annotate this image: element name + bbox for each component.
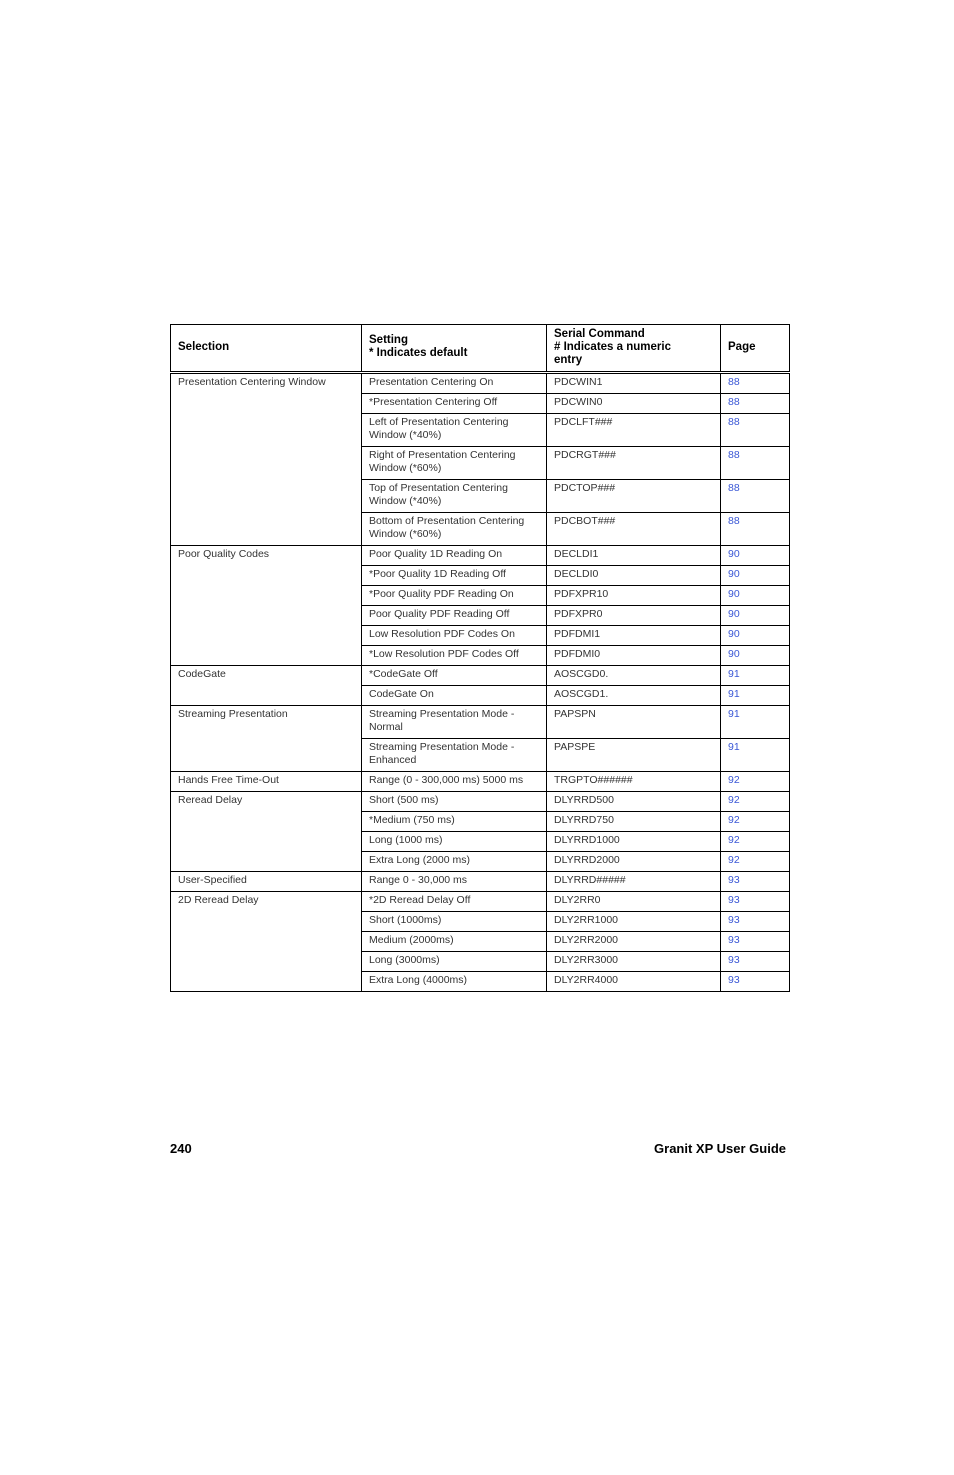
page-cell bbox=[721, 546, 790, 566]
page-cell bbox=[721, 812, 790, 832]
page-link[interactable]: 93 bbox=[728, 914, 740, 926]
serial-command-cell: DLYRRD2000 bbox=[547, 852, 721, 872]
serial-command-cell: PDCBOT### bbox=[547, 513, 721, 546]
serial-command-cell: PAPSPE bbox=[547, 739, 721, 772]
serial-command-cell: PDCLFT### bbox=[547, 414, 721, 447]
serial-command-cell: DLYRRD750 bbox=[547, 812, 721, 832]
page-cell bbox=[721, 447, 790, 480]
setting-cell: *Low Resolution PDF Codes Off bbox=[362, 646, 547, 666]
page-link[interactable]: 91 bbox=[728, 688, 740, 700]
setting-cell: CodeGate On bbox=[362, 686, 547, 706]
page-cell bbox=[721, 972, 790, 992]
page-link[interactable]: 92 bbox=[728, 794, 740, 806]
serial-command-cell: PDFDMI0 bbox=[547, 646, 721, 666]
serial-command-cell: DLY2RR3000 bbox=[547, 952, 721, 972]
page-link[interactable]: 88 bbox=[728, 376, 740, 388]
page-cell bbox=[721, 772, 790, 792]
serial-command-cell: PDCWIN0 bbox=[547, 394, 721, 414]
serial-command-cell: DLYRRD1000 bbox=[547, 832, 721, 852]
setting-cell: Long (1000 ms) bbox=[362, 832, 547, 852]
setting-cell: *Poor Quality 1D Reading Off bbox=[362, 566, 547, 586]
setting-cell: *Presentation Centering Off bbox=[362, 394, 547, 414]
page-cell bbox=[721, 912, 790, 932]
page-cell bbox=[721, 626, 790, 646]
page-cell bbox=[721, 686, 790, 706]
page-link[interactable]: 92 bbox=[728, 834, 740, 846]
selection-cell: Streaming Presentation bbox=[171, 706, 362, 772]
page-cell bbox=[721, 872, 790, 892]
page-link[interactable]: 90 bbox=[728, 628, 740, 640]
table-header bbox=[171, 325, 790, 373]
page-link[interactable]: 93 bbox=[728, 874, 740, 886]
header-selection: Selection bbox=[171, 325, 362, 373]
serial-command-cell: PDCRGT### bbox=[547, 447, 721, 480]
page-cell bbox=[721, 706, 790, 739]
page-cell bbox=[721, 952, 790, 972]
page-cell bbox=[721, 414, 790, 447]
page-cell bbox=[721, 513, 790, 546]
serial-command-cell: PDCTOP### bbox=[547, 480, 721, 513]
setting-cell: Short (500 ms) bbox=[362, 792, 547, 812]
selection-cell: Poor Quality Codes bbox=[171, 546, 362, 666]
page-cell bbox=[721, 832, 790, 852]
setting-cell: Short (1000ms) bbox=[362, 912, 547, 932]
table-row bbox=[171, 666, 790, 686]
page-link[interactable]: 88 bbox=[728, 396, 740, 408]
selection-cell: Reread Delay bbox=[171, 792, 362, 872]
setting-cell: Presentation Centering On bbox=[362, 373, 547, 394]
header-page: Page bbox=[721, 325, 790, 373]
serial-command-cell: PDFXPR10 bbox=[547, 586, 721, 606]
setting-cell: *2D Reread Delay Off bbox=[362, 892, 547, 912]
page-cell bbox=[721, 480, 790, 513]
page-link[interactable]: 91 bbox=[728, 708, 740, 720]
page-cell bbox=[721, 792, 790, 812]
header-row bbox=[171, 325, 790, 373]
serial-command-cell: AOSCGD0. bbox=[547, 666, 721, 686]
page-cell bbox=[721, 892, 790, 912]
page-cell bbox=[721, 666, 790, 686]
setting-cell: Low Resolution PDF Codes On bbox=[362, 626, 547, 646]
header-serial-command: Serial Command # Indicates a numeric entry bbox=[547, 325, 721, 373]
table-row bbox=[171, 373, 790, 394]
selection-cell: Presentation Centering Window bbox=[171, 373, 362, 546]
page-link[interactable]: 92 bbox=[728, 814, 740, 826]
setting-cell: Poor Quality PDF Reading Off bbox=[362, 606, 547, 626]
table-row bbox=[171, 792, 790, 812]
selection-cell: Hands Free Time-Out bbox=[171, 772, 362, 792]
page-link[interactable]: 93 bbox=[728, 934, 740, 946]
serial-command-cell: PDFXPR0 bbox=[547, 606, 721, 626]
serial-command-cell: DLYRRD##### bbox=[547, 872, 721, 892]
page-link[interactable]: 90 bbox=[728, 648, 740, 660]
footer-page-number: 240 bbox=[170, 1141, 192, 1156]
header-setting: Setting * Indicates default bbox=[362, 325, 547, 373]
setting-cell: Left of Presentation Centering Window (*40%) bbox=[362, 414, 547, 447]
serial-command-cell: DECLDI0 bbox=[547, 566, 721, 586]
setting-cell: Range (0 - 300,000 ms) 5000 ms bbox=[362, 772, 547, 792]
serial-command-cell: DLY2RR1000 bbox=[547, 912, 721, 932]
setting-cell: Range 0 - 30,000 ms bbox=[362, 872, 547, 892]
setting-cell: *Poor Quality PDF Reading On bbox=[362, 586, 547, 606]
page-cell bbox=[721, 739, 790, 772]
page-link[interactable]: 88 bbox=[728, 515, 740, 527]
page-link[interactable]: 90 bbox=[728, 548, 740, 560]
page-link[interactable]: 92 bbox=[728, 854, 740, 866]
selection-cell: User-Specified bbox=[171, 872, 362, 892]
setting-cell: Streaming Presentation Mode - Normal bbox=[362, 706, 547, 739]
table-row bbox=[171, 772, 790, 792]
page-link[interactable]: 90 bbox=[728, 608, 740, 620]
page-link[interactable]: 93 bbox=[728, 974, 740, 986]
page-cell bbox=[721, 394, 790, 414]
page-link[interactable]: 93 bbox=[728, 894, 740, 906]
settings-table bbox=[170, 324, 790, 992]
setting-cell: *Medium (750 ms) bbox=[362, 812, 547, 832]
page-cell bbox=[721, 373, 790, 394]
page-cell bbox=[721, 586, 790, 606]
page-link[interactable]: 91 bbox=[728, 668, 740, 680]
serial-command-cell: PDFDMI1 bbox=[547, 626, 721, 646]
page-link[interactable]: 90 bbox=[728, 568, 740, 580]
table-row bbox=[171, 706, 790, 739]
page-cell bbox=[721, 932, 790, 952]
page-link[interactable]: 90 bbox=[728, 588, 740, 600]
setting-cell: Long (3000ms) bbox=[362, 952, 547, 972]
page-link[interactable]: 88 bbox=[728, 449, 740, 461]
setting-cell: Top of Presentation Centering Window (*40%) bbox=[362, 480, 547, 513]
selection-cell: CodeGate bbox=[171, 666, 362, 706]
page-link[interactable]: 88 bbox=[728, 416, 740, 428]
setting-cell: *CodeGate Off bbox=[362, 666, 547, 686]
serial-command-cell: DLYRRD500 bbox=[547, 792, 721, 812]
setting-cell: Extra Long (4000ms) bbox=[362, 972, 547, 992]
table-row bbox=[171, 892, 790, 912]
serial-command-cell: AOSCGD1. bbox=[547, 686, 721, 706]
footer-guide-title: Granit XP User Guide bbox=[654, 1141, 786, 1156]
page-link[interactable]: 93 bbox=[728, 954, 740, 966]
page-cell bbox=[721, 566, 790, 586]
serial-command-cell: DLY2RR4000 bbox=[547, 972, 721, 992]
page-link[interactable]: 91 bbox=[728, 741, 740, 753]
serial-command-cell: TRGPTO###### bbox=[547, 772, 721, 792]
setting-cell: Bottom of Presentation Centering Window (*60%) bbox=[362, 513, 547, 546]
serial-command-cell: PDCWIN1 bbox=[547, 373, 721, 394]
setting-cell: Poor Quality 1D Reading On bbox=[362, 546, 547, 566]
page-cell bbox=[721, 852, 790, 872]
serial-command-cell: DLY2RR2000 bbox=[547, 932, 721, 952]
page-link[interactable]: 88 bbox=[728, 482, 740, 494]
serial-command-cell: DLY2RR0 bbox=[547, 892, 721, 912]
table-row bbox=[171, 546, 790, 566]
serial-command-cell: PAPSPN bbox=[547, 706, 721, 739]
page-link[interactable]: 92 bbox=[728, 774, 740, 786]
page-cell bbox=[721, 606, 790, 626]
serial-command-cell: DECLDI1 bbox=[547, 546, 721, 566]
setting-cell: Extra Long (2000 ms) bbox=[362, 852, 547, 872]
table-row bbox=[171, 872, 790, 892]
selection-cell: 2D Reread Delay bbox=[171, 892, 362, 992]
setting-cell: Streaming Presentation Mode - Enhanced bbox=[362, 739, 547, 772]
table-body bbox=[171, 373, 790, 992]
setting-cell: Medium (2000ms) bbox=[362, 932, 547, 952]
page-cell bbox=[721, 646, 790, 666]
setting-cell: Right of Presentation Centering Window (*60%) bbox=[362, 447, 547, 480]
